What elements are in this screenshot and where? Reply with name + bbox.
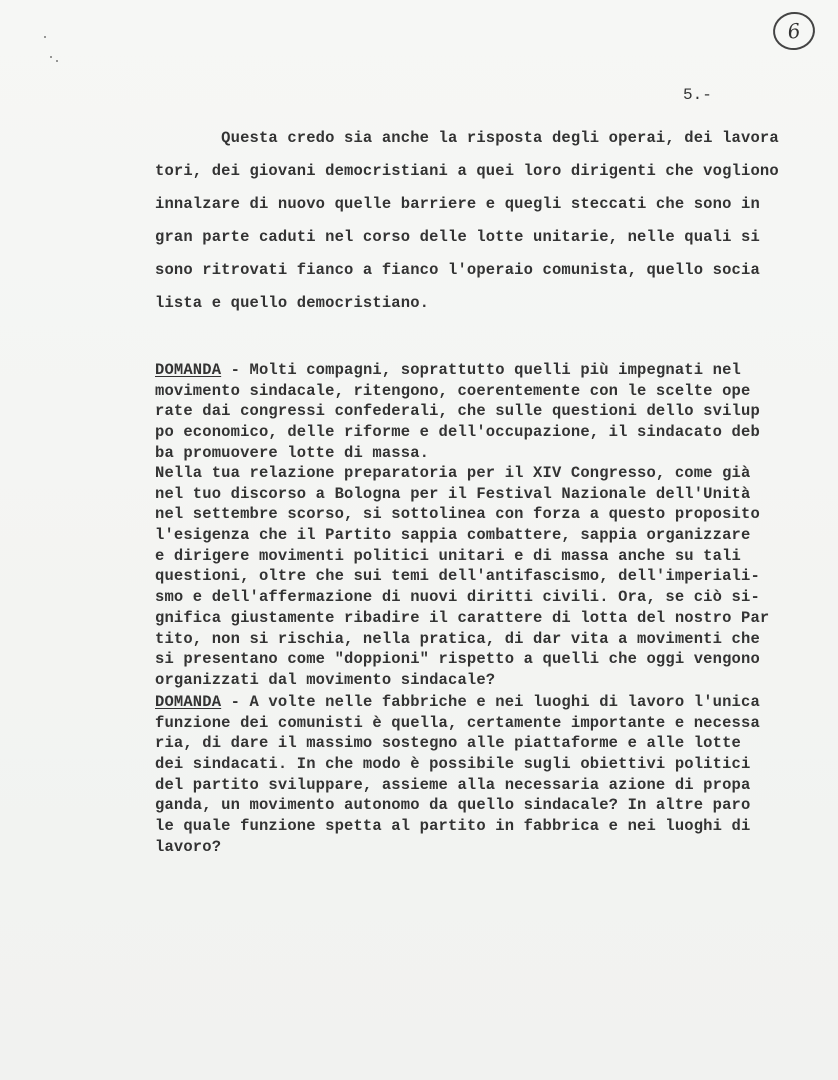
scan-speck: [56, 60, 58, 62]
text-line: organizzati dal movimento sindacale?: [155, 670, 496, 689]
text-line: ganda, un movimento autonomo da quello sindacale? In altre paro: [155, 796, 751, 815]
text-line: dei sindacati. In che modo è possibile sugli obiettivi politici: [155, 755, 751, 774]
text-line: movimento sindacale, ritengono, coerentemente con le scelte ope: [155, 381, 751, 400]
text-line: rate dai congressi confederali, che sulle questioni dello svilup: [155, 402, 760, 421]
text-line: del partito sviluppare, assieme alla necessaria azione di propa: [155, 775, 751, 794]
text-line: funzione dei comunisti è quella, certamente importante e necessa: [155, 713, 760, 732]
text-line: lavoro?: [155, 837, 222, 856]
scan-speck: [44, 36, 46, 38]
text-fragment: - A volte nelle fabbriche e nei luoghi di lavoro l'unica: [221, 693, 760, 711]
text-line: gran parte caduti nel corso delle lotte unitarie, nelle quali si: [155, 228, 760, 246]
text-line: ria, di dare il massimo sostegno alle piattaforme e alle lotte: [155, 734, 741, 753]
text-line: Nella tua relazione preparatoria per il XIV Congresso, come già: [155, 464, 751, 482]
text-line: questioni, oltre che sui temi dell'antifascismo, dell'imperiali-: [155, 567, 760, 586]
page-mark-text: 6: [786, 18, 802, 44]
question-1-first-line: [155, 360, 760, 381]
text-line: sono ritrovati fianco a fianco l'operaio comunista, quello socia: [155, 261, 760, 279]
scan-speck: [50, 56, 52, 58]
text-line: smo e dell'affermazione di nuovi diritti civili. Ora, se ciò si-: [155, 588, 760, 607]
question-2: [155, 692, 760, 858]
text-line: Questa credo sia anche la risposta degli operai, dei lavora: [155, 129, 779, 147]
page-number: 5.-: [683, 86, 712, 104]
text-line: lista e quello democristiano.: [155, 294, 430, 312]
handwritten-page-mark: [771, 9, 818, 52]
text-line: tori, dei giovani democristiani a quei loro dirigenti che vogliono: [155, 162, 779, 180]
text-line: innalzare di nuovo quelle barriere e quegli steccati che sono in: [155, 195, 760, 213]
question-1-continuation: [155, 463, 769, 691]
text-line: tito, non si rischia, nella pratica, di dar vita a movimenti che: [155, 629, 760, 648]
text-line: si presentano come "doppioni" rispetto a quelli che oggi vengono: [155, 650, 760, 669]
text-line: nel tuo discorso a Bologna per il Festival Nazionale dell'Unità: [155, 484, 751, 503]
question-1: [155, 360, 760, 463]
text-line: ba promuovere lotte di massa.: [155, 443, 430, 462]
question-2-first-line: [155, 692, 760, 713]
text-line: e dirigere movimenti politici unitari e di massa anche su tali: [155, 546, 741, 565]
text-line: nel settembre scorso, si sottolinea con forza a questo proposito: [155, 505, 760, 524]
text-fragment: - Molti compagni, soprattutto quelli più impegnati nel: [221, 361, 742, 379]
intro-paragraph: [155, 122, 779, 320]
text-line: gnifica giustamente ribadire il carattere di lotta del nostro Par: [155, 608, 770, 627]
text-line: po economico, delle riforme e dell'occupazione, il sindacato deb: [155, 423, 760, 442]
question-label: DOMANDA: [155, 693, 222, 711]
question-label: DOMANDA: [155, 361, 222, 379]
text-line: le quale funzione spetta al partito in fabbrica e nei luoghi di: [155, 817, 751, 836]
text-line: l'esigenza che il Partito sappia combattere, sappia organizzare: [155, 526, 751, 545]
